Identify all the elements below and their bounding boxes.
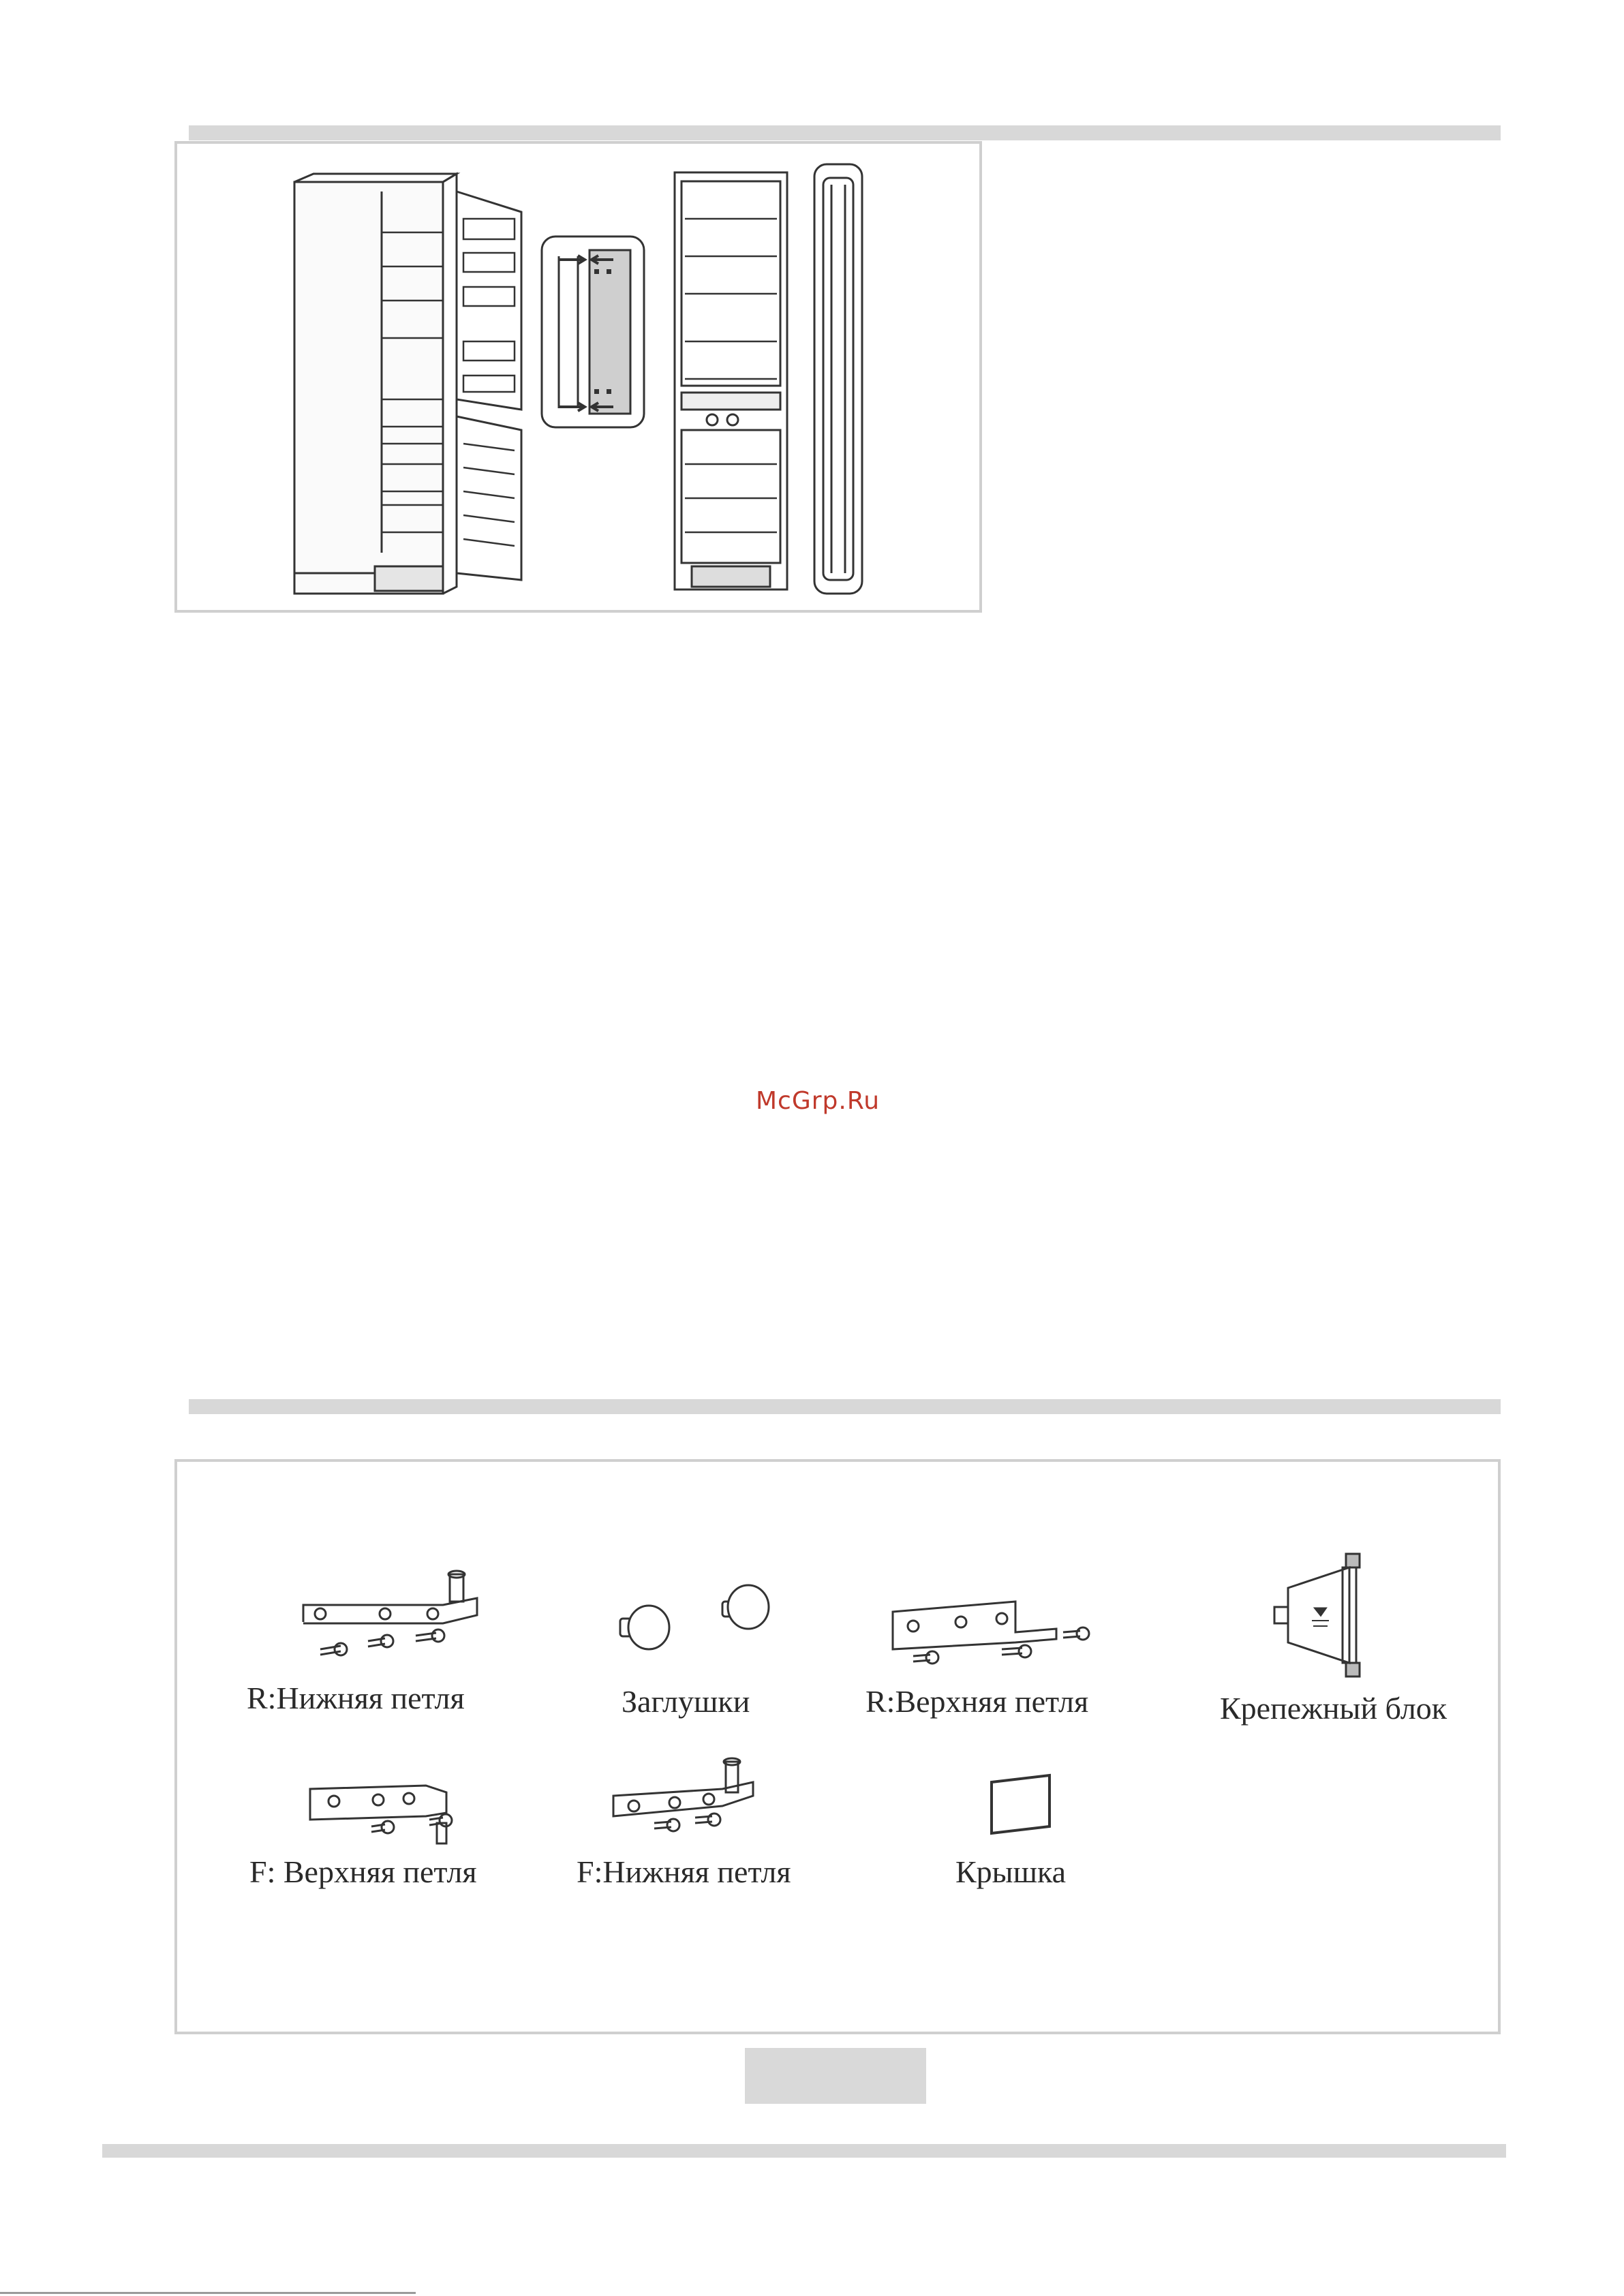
fridge-figure-frame [174,141,982,613]
mounting-block-icon [1247,1547,1377,1683]
r-upper-hinge-label: R:Верхняя петля [865,1684,1089,1719]
door-side-icon [814,164,862,594]
top-rule [189,125,1501,140]
plugs-label: Заглушки [622,1684,750,1719]
fridge-illustration [177,144,979,610]
fridge-open-icon [294,174,521,594]
f-upper-hinge-icon [303,1775,480,1850]
parts-frame [174,1459,1501,2034]
mounting-block-label: Крепежный блок [1220,1691,1447,1726]
fridge-front-icon [675,172,787,590]
plugs-icon [613,1581,777,1670]
bottom-rule [102,2144,1506,2158]
f-upper-hinge-label: F: Верхняя петля [249,1854,477,1889]
page-number-tab [745,2048,926,2104]
r-lower-hinge-label: R:Нижняя петля [247,1681,465,1715]
cover-icon [981,1769,1063,1843]
r-lower-hinge-icon [300,1561,491,1683]
r-upper-hinge-icon [886,1581,1097,1677]
f-lower-hinge-icon [607,1755,763,1843]
door-seal-detail-icon [542,236,644,427]
watermark: McGrp.Ru [755,1087,880,1115]
section-rule [189,1399,1501,1414]
cover-label: Крышка [955,1854,1067,1889]
f-lower-hinge-label: F:Нижняя петля [577,1854,791,1889]
footnote-line [0,2292,416,2294]
